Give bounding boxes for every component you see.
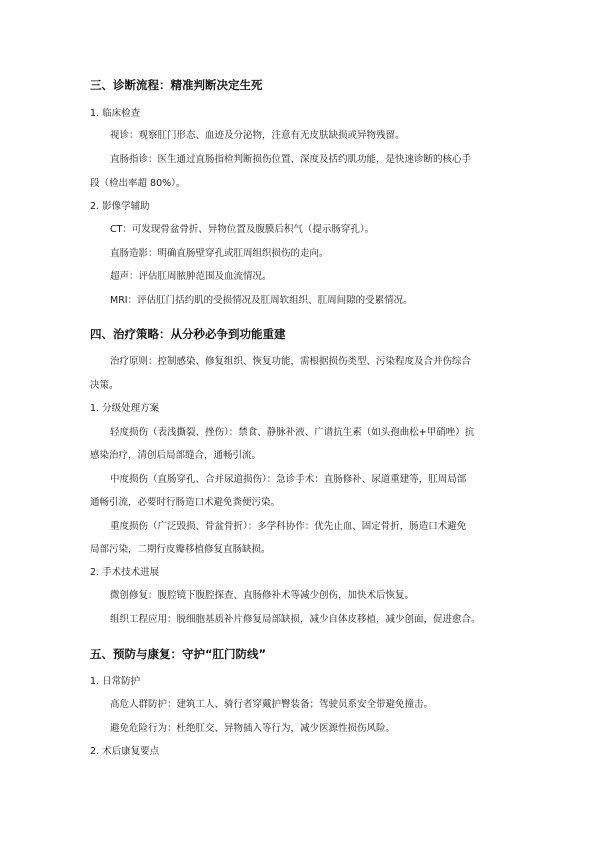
paragraph-mild-line2: 感染治疗，清创后局部缝合，通畅引流。: [90, 450, 262, 461]
section-heading-diagnosis: 三、诊断流程：精准判断决定生死: [90, 78, 263, 92]
paragraph-severe-line1: 重度损伤（广泛毁损、骨盆骨折）：多学科协作：优先止血、固定骨折，肠造口术避免: [110, 521, 467, 532]
paragraph-dre-line1: 直肠指诊：医生通过直肠指检判断损伤位置、深度及括约肌功能，是快速诊断的核心手: [110, 154, 472, 165]
paragraph-avoid-risk: 避免危险行为：杜绝肛交、异物插入等行为，减少医源性损伤风险。: [110, 723, 396, 734]
paragraph-minimally-invasive: 微创修复：腹腔镜下腹腔探查、直肠修补术等减少创伤，加快术后恢复。: [110, 590, 415, 601]
paragraph-ct: CT：可发现骨盆骨折、异物位置及腹膜后积气（提示肠穿孔）。: [110, 224, 375, 235]
paragraph-ultrasound: 超声：评估肛周脓肿范围及血流情况。: [110, 271, 272, 282]
paragraph-moderate-line2: 通畅引流，必要时行肠造口术避免粪便污染。: [90, 497, 281, 508]
paragraph-moderate-line1: 中度损伤（直肠穿孔、合并尿道损伤）：急诊手术：直肠修补、尿道重建等，肛周局部: [110, 474, 467, 485]
subheading-daily-protection: 1. 日常防护: [90, 676, 141, 687]
paragraph-visual-exam: 视诊：观察肛门形态、血迹及分泌物，注意有无皮肤缺损或异物残留。: [110, 130, 405, 141]
paragraph-dre-line2: 段（检出率超 80%）。: [90, 178, 186, 189]
subheading-postop-rehab: 2. 术后康复要点: [90, 746, 160, 757]
paragraph-principle-line1: 治疗原则：控制感染、修复组织、恢复功能，需根据损伤类型、污染程度及合并伤综合: [110, 356, 472, 367]
paragraph-severe-line2: 局部污染，二期行皮瓣移植修复直肠缺损。: [90, 544, 271, 555]
section-heading-treatment: 四、治疗策略：从分秒必争到功能重建: [90, 327, 286, 341]
paragraph-tissue-engineering: 组织工程应用：脱细胞基质补片修复局部缺损，减少自体皮移植，减少创面，促进愈合。: [110, 614, 481, 625]
paragraph-contrast: 直肠造影：明确直肠壁穿孔或肛周组织损伤的走向。: [110, 248, 329, 259]
subheading-clinical-exam: 1. 临床检查: [90, 108, 141, 119]
paragraph-mri: MRI：评估肛门括约肌的受损情况及肛周软组织、肛周间隙的受累情况。: [110, 295, 413, 306]
paragraph-high-risk: 高危人群防护：建筑工人、骑行者穿戴护臀装备；驾驶员系安全带避免撞击。: [110, 699, 434, 710]
paragraph-principle-line2: 决策。: [90, 380, 119, 391]
subheading-surgical-advances: 2. 手术技术进展: [90, 567, 160, 578]
subheading-imaging: 2. 影像学辅助: [90, 201, 150, 212]
subheading-graded-plan: 1. 分级处理方案: [90, 403, 160, 414]
paragraph-mild-line1: 轻度损伤（表浅撕裂、挫伤）：禁食、静脉补液、广谱抗生素（如头孢曲松+甲硝唑）抗: [110, 427, 475, 438]
section-heading-prevention: 五、预防与康复：守护“肛门防线”: [90, 647, 267, 661]
